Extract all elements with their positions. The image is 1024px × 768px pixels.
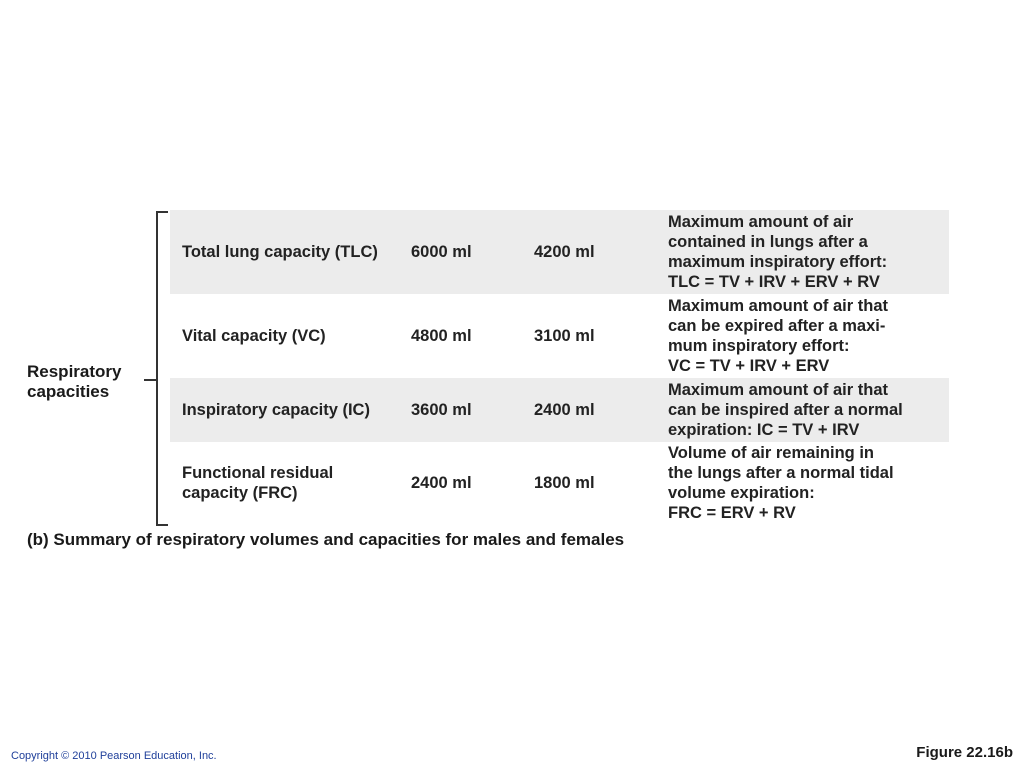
female-value: 4200 ml (534, 243, 595, 261)
table-row-ic (170, 378, 949, 442)
description-line: volume expiration: (668, 484, 815, 502)
table-row-tlc (170, 210, 949, 294)
description-line: contained in lungs after a (668, 233, 868, 251)
description-line: Maximum amount of air (668, 213, 854, 231)
description-line: maximum inspiratory effort: (668, 253, 888, 271)
capacity-name (170, 463, 411, 503)
description-line: can be inspired after a normal (668, 401, 903, 419)
figure-label: Figure 22.16b (916, 744, 1013, 761)
female-value: 2400 ml (534, 401, 595, 419)
male-value: 2400 ml (411, 474, 472, 492)
group-label-line1: Respiratory (27, 362, 122, 381)
description-line: TLC = TV + IRV + ERV + RV (668, 273, 880, 291)
description-line: mum inspiratory effort: (668, 337, 850, 355)
capacity-name: Inspiratory capacity (IC) (182, 401, 370, 419)
bracket-bottom-cap (156, 524, 168, 526)
description-line: expiration: IC = TV + IRV (668, 421, 860, 439)
capacity-name-line2: capacity (FRC) (182, 484, 298, 502)
bracket-tick (144, 379, 156, 381)
description-line: can be expired after a maxi- (668, 317, 886, 335)
description-line: Volume of air remaining in (668, 444, 874, 462)
group-label-line2: capacities (27, 382, 110, 401)
description-line: Maximum amount of air that (668, 381, 889, 399)
capacity-name: Vital capacity (VC) (182, 327, 326, 345)
capacity-description (668, 380, 949, 440)
capacities-table (170, 210, 949, 524)
capacity-name: Total lung capacity (TLC) (182, 243, 378, 261)
table-row-vc (170, 294, 949, 378)
female-value: 1800 ml (534, 474, 595, 492)
respiratory-capacities-label (27, 362, 121, 402)
figure-caption: (b) Summary of respiratory volumes and capacities for males and females (27, 530, 625, 549)
female-value: 3100 ml (534, 327, 595, 345)
copyright-notice: Copyright © 2010 Pearson Education, Inc. (11, 750, 217, 762)
capacity-description (668, 296, 949, 376)
male-value: 6000 ml (411, 243, 472, 261)
male-value: 4800 ml (411, 327, 472, 345)
capacity-description (668, 212, 949, 292)
description-line: Maximum amount of air that (668, 297, 889, 315)
male-value: 3600 ml (411, 401, 472, 419)
bracket-vertical-line (156, 211, 158, 526)
description-line: VC = TV + IRV + ERV (668, 357, 830, 375)
capacity-name-line1: Functional residual (182, 464, 334, 482)
table-row-frc (170, 442, 949, 524)
capacity-description (668, 443, 949, 523)
bracket-top-cap (156, 211, 168, 213)
description-line: FRC = ERV + RV (668, 504, 796, 522)
description-line: the lungs after a normal tidal (668, 464, 894, 482)
